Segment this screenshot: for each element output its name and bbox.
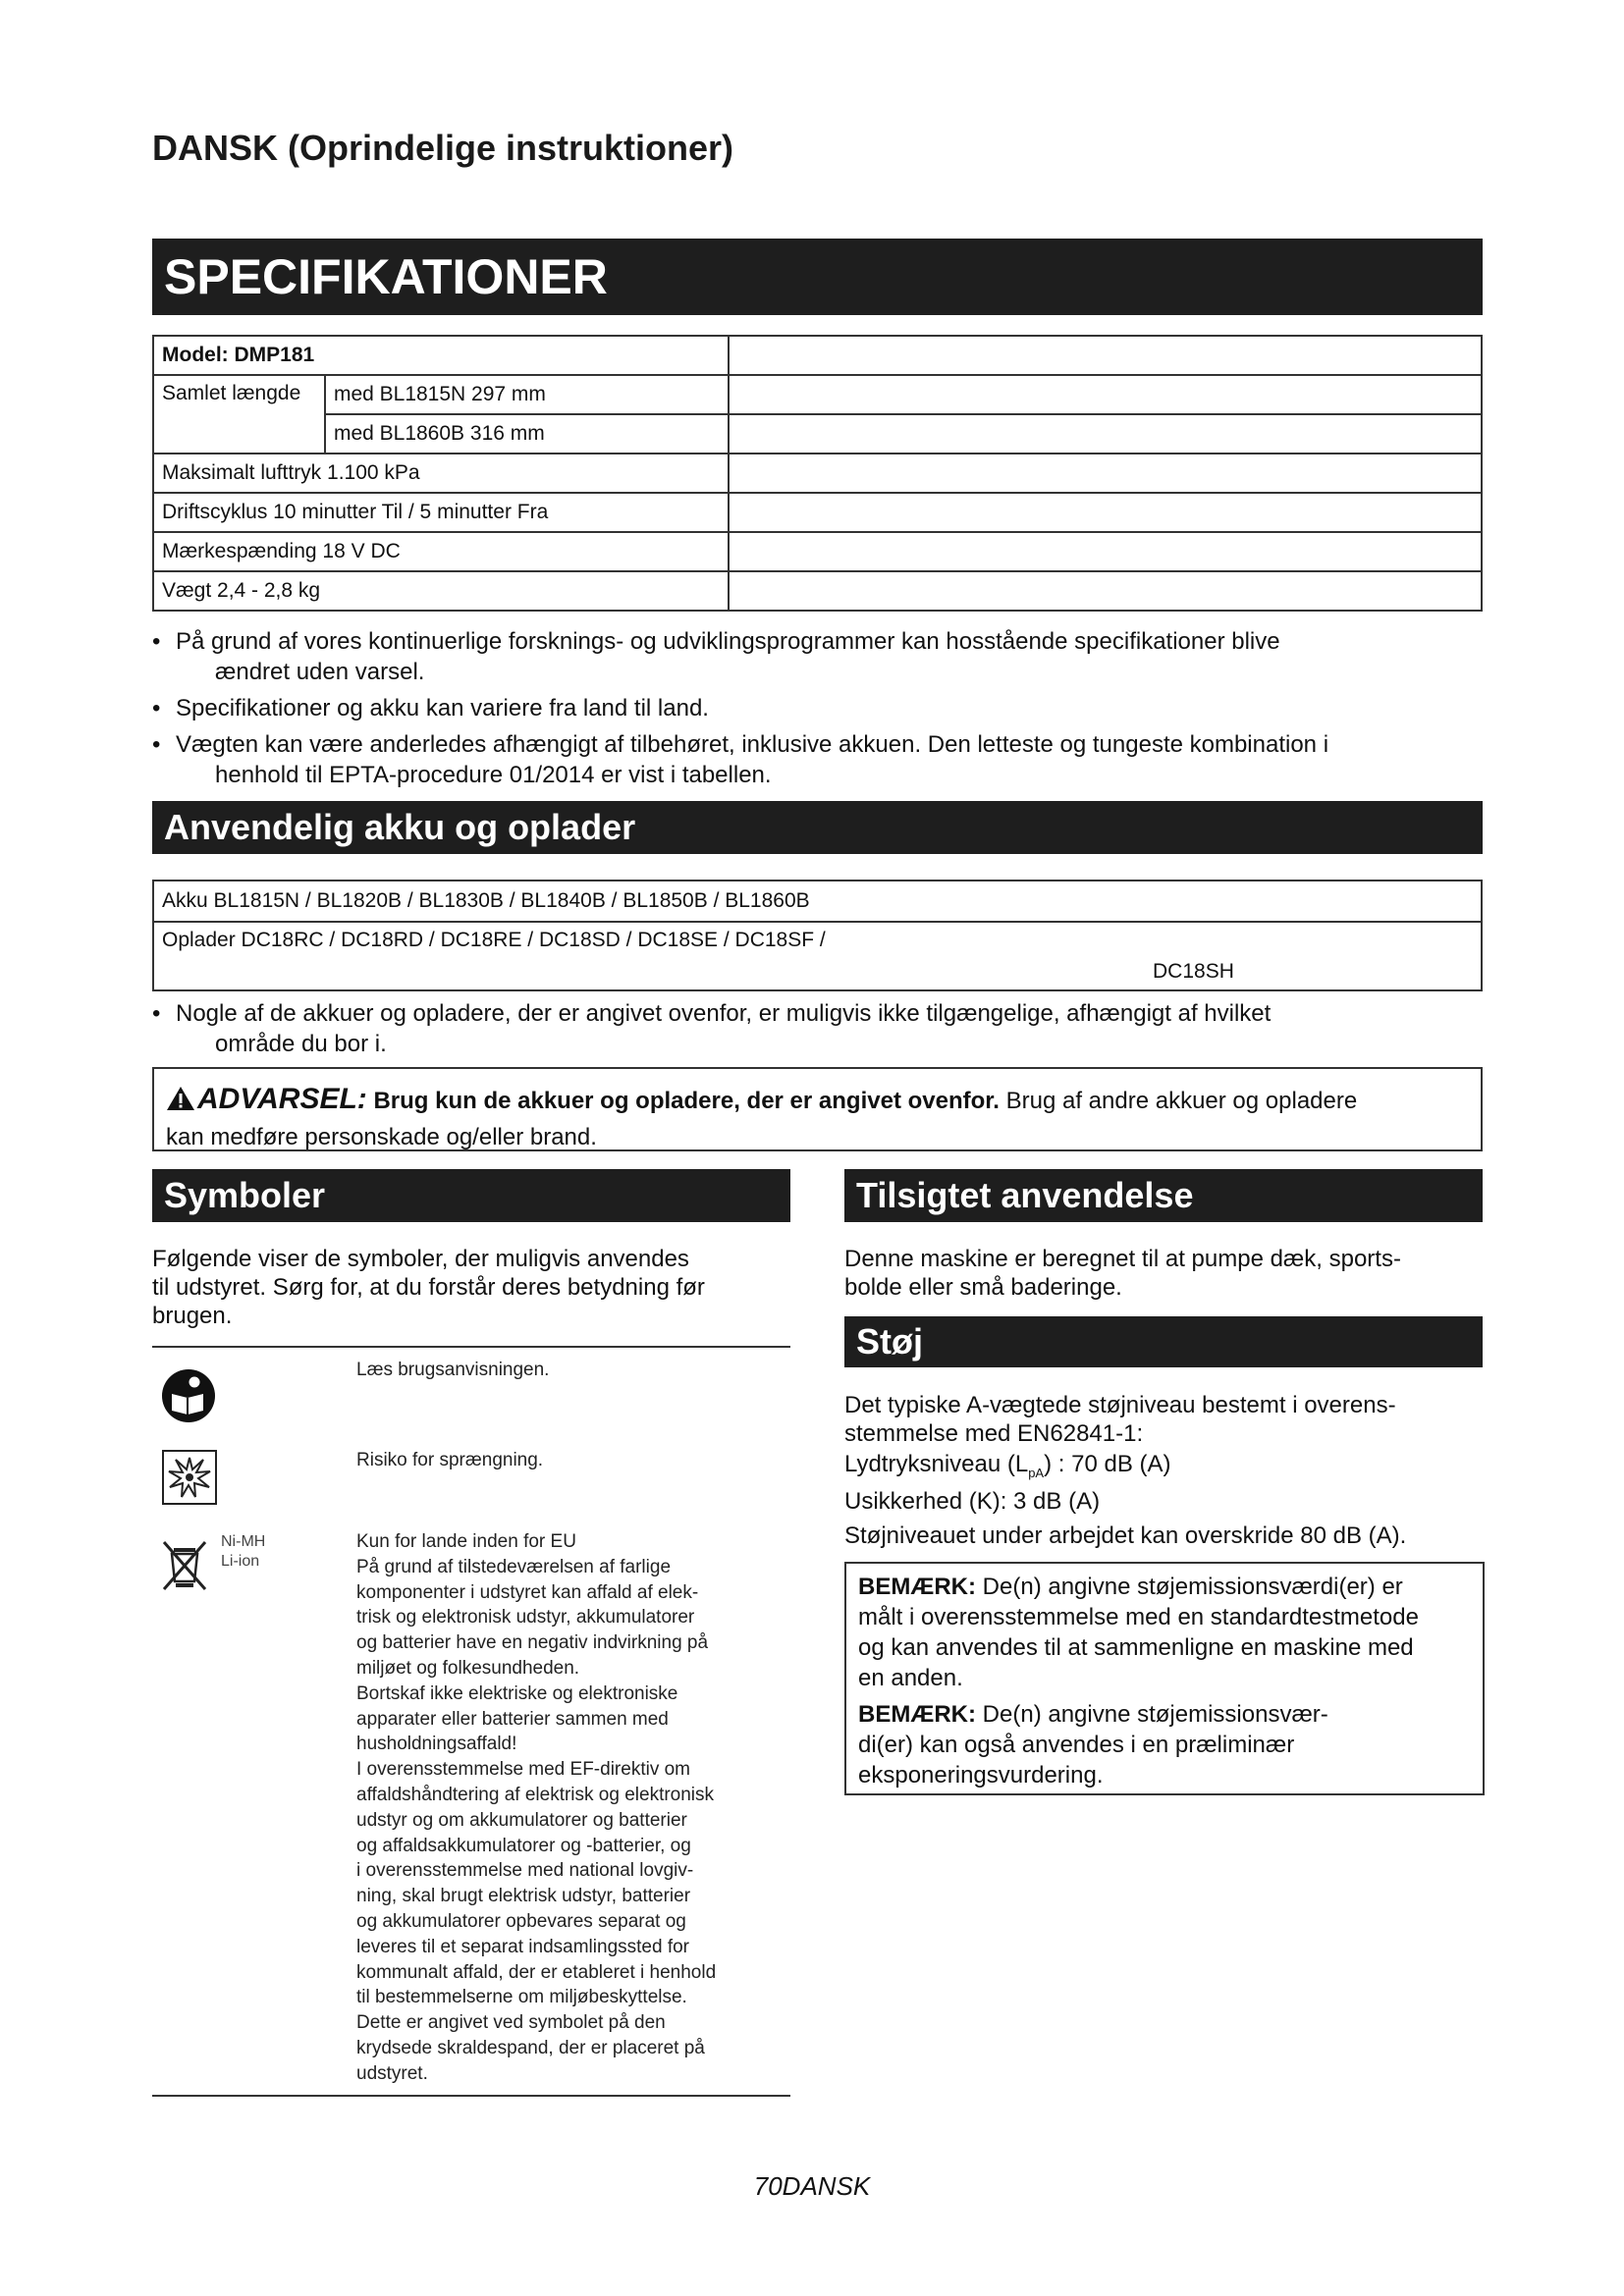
weight-cell: Vægt 2,4 - 2,8 kg [153, 571, 729, 611]
note-line: De(n) angivne støjemissionsværdi(er) er [976, 1574, 1403, 1600]
table-row [153, 375, 1482, 414]
voltage-cell: Mærkespænding 18 V DC [153, 532, 729, 571]
table-row [153, 922, 1482, 990]
sound-pressure-level [844, 1450, 1485, 1487]
noise-intro-line: stemmelse med EN62841-1: [844, 1420, 1144, 1447]
uncertainty-line: Usikkerhed (K): 3 dB (A) [844, 1487, 1101, 1515]
warning-bold-text: Brug kun de akkuer og opladere, der er angivet ovenfor. [373, 1088, 1000, 1114]
list-item [152, 693, 1488, 723]
empty-cell [729, 532, 1482, 571]
pressure-cell: Maksimalt lufttryk 1.100 kPa [153, 454, 729, 493]
table-row [153, 493, 1482, 532]
list-item [152, 998, 1488, 1059]
level-value: ) : 70 dB (A) [1044, 1451, 1171, 1477]
noise-notes-box [844, 1562, 1485, 1795]
read-manual-icon [160, 1367, 217, 1429]
intended-use-heading: Tilsigtet anvendelse [844, 1169, 1483, 1222]
symbol-row [152, 1524, 790, 2093]
weee-line: udstyret. [356, 2062, 428, 2084]
note-label: BEMÆRK: [858, 1701, 976, 1728]
weee-line: husholdningsaffald! [356, 1734, 517, 1755]
weee-line: og batterier have en negativ indvirkning på [356, 1632, 709, 1654]
note-text: Vægten kan være anderledes afhængigt af tilbehøret, inklusive akkuen. Den letteste og tungeste kombination i [176, 731, 1329, 758]
intended-line: bolde eller små baderinge. [844, 1274, 1122, 1301]
explosion-icon [162, 1450, 217, 1510]
intended-line: Denne maskine er beregnet til at pumpe dæk, sports- [844, 1246, 1401, 1272]
weee-line: komponenter i udstyret kan affald af elek- [356, 1581, 699, 1603]
warning-text: Brug af andre akkuer og opladere [999, 1088, 1358, 1114]
intro-line: Følgende viser de symboler, der muligvis anvendes [152, 1246, 689, 1272]
note-text: Nogle af de akkuer og opladere, der er angivet ovenfor, er muligvis ikke tilgængelige, afhængigt af hvilket [176, 1000, 1272, 1027]
battery-charger-heading: Anvendelig akku og oplader [152, 801, 1483, 854]
note-line: en anden. [858, 1665, 963, 1691]
weee-line: På grund af tilstedeværelsen af farlige [356, 1556, 672, 1577]
explosion-text: Risiko for sprængning. [356, 1450, 544, 1470]
note-1 [858, 1572, 1471, 1693]
weee-line: og akkumulatorer opbevares separat og [356, 1910, 686, 1932]
charger-list: Oplader DC18RC / DC18RD / DC18RE / DC18SD / DC18SE / DC18SF / [162, 929, 826, 951]
weee-line: kommunalt affald, der er etableret i henhold [356, 1961, 717, 1983]
level-subscript: pA [1028, 1465, 1045, 1480]
note-line: eksponeringsvurdering. [858, 1762, 1104, 1789]
table-row [153, 571, 1482, 611]
weee-line: trisk og elektronisk udstyr, akkumulatorer [356, 1607, 695, 1629]
duty-cycle-cell: Driftscyklus 10 minutter Til / 5 minutter Fra [153, 493, 729, 532]
table-row [153, 532, 1482, 571]
table-row [153, 881, 1482, 922]
noise-text [844, 1391, 1485, 1550]
battery-type-labels [221, 1532, 265, 1572]
length-label-cell: Samlet længde [153, 375, 325, 454]
note-text: På grund af vores kontinuerlige forsknings- og udviklingsprogrammer kan hosstående specifikationer blive [176, 628, 1280, 655]
crossed-bin-icon [160, 1538, 209, 1598]
page-footer: 70DANSK [753, 2171, 871, 2201]
weee-line: krydsede skraldespand, der er placeret på [356, 2037, 705, 2058]
empty-cell [729, 493, 1482, 532]
weee-line: i overensstemmelse med national lovgiv- [356, 1860, 694, 1882]
list-item [152, 626, 1488, 687]
length-value-1: med BL1815N 297 mm [325, 375, 729, 414]
table-row [153, 414, 1482, 454]
intro-line: til udstyret. Sørg for, at du forstår deres betydning før [152, 1274, 705, 1301]
weee-line: Dette er angivet ved symbolet på den [356, 2012, 666, 2034]
note-label: BEMÆRK: [858, 1574, 976, 1600]
level-label: Lydtryksniveau (L [844, 1451, 1029, 1477]
warning-text-cont: kan medføre personskade og/eller brand. [166, 1124, 597, 1150]
noise-intro-line: Det typiske A-vægtede støjniveau bestemt i overens- [844, 1392, 1396, 1418]
warning-label: ADVARSEL: [197, 1083, 367, 1115]
weee-line: Bortskaf ikke elektriske og elektroniske [356, 1682, 678, 1704]
intro-line: brugen. [152, 1303, 233, 1329]
weee-line: affaldshåndtering af elektrisk og elektronisk [356, 1784, 715, 1805]
model-cell: Model: DMP181 [153, 336, 729, 375]
weee-line: apparater eller batterier sammen med [356, 1708, 669, 1730]
specifications-notes [152, 626, 1488, 796]
weee-line: og affaldsakkumulatorer og -batterier, og [356, 1835, 691, 1856]
table-row [153, 454, 1482, 493]
empty-cell [729, 414, 1482, 454]
symbol-row [152, 1348, 790, 1436]
charger-list-cont: DC18SH [1153, 960, 1234, 983]
note-text-cont: ændret uden varsel. [215, 659, 425, 685]
symbols-heading: Symboler [152, 1169, 790, 1222]
note-line: De(n) angivne støjemissionsvær- [976, 1701, 1328, 1728]
weee-line: miljøet og folkesundheden. [356, 1657, 580, 1679]
empty-cell [729, 375, 1482, 414]
symbols-intro [152, 1245, 790, 1330]
weee-line: I overensstemmelse med EF-direktiv om [356, 1759, 690, 1781]
weee-text [356, 1529, 716, 2087]
page-language-title: DANSK (Oprindelige instruktioner) [152, 128, 734, 168]
intended-use-text [844, 1245, 1485, 1302]
liion-label: Li-ion [221, 1553, 260, 1570]
note-2 [858, 1699, 1471, 1790]
note-text-cont: område du bor i. [215, 1031, 387, 1057]
weee-line: til bestemmelserne om miljøbeskyttelse. [356, 1987, 687, 2008]
table-row [153, 336, 1482, 375]
empty-cell [729, 336, 1482, 375]
note-text: Specifikationer og akku kan variere fra land til land. [176, 695, 709, 721]
noise-heading: Støj [844, 1316, 1483, 1367]
battery-table [152, 880, 1483, 991]
battery-cell: Akku BL1815N / BL1820B / BL1830B / BL1840B / BL1850B / BL1860B [153, 881, 1482, 922]
note-line: og kan anvendes til at sammenligne en maskine med [858, 1634, 1414, 1661]
weee-line: leveres til et separat indsamlingssted for [356, 1936, 689, 1957]
symbols-table-bottom-rule [152, 2095, 790, 2097]
list-item [152, 729, 1488, 790]
symbol-row [152, 1436, 790, 1524]
warning-icon [166, 1086, 195, 1121]
weee-line: Kun for lande inden for EU [356, 1531, 576, 1552]
noise-exceed-line: Støjniveauet under arbejdet kan overskride 80 dB (A). [844, 1522, 1407, 1549]
note-text-cont: henhold til EPTA-procedure 01/2014 er vist i tabellen. [215, 762, 772, 788]
warning-box [152, 1067, 1483, 1151]
weee-line: udstyr og om akkumulatorer og batterier [356, 1809, 687, 1831]
weee-line: ning, skal brugt elektrisk udstyr, batterier [356, 1886, 691, 1907]
note-line: di(er) kan også anvendes i en præliminær [858, 1732, 1295, 1758]
charger-cell [153, 922, 1482, 990]
read-manual-text: Læs brugsanvisningen. [356, 1360, 550, 1380]
specifications-heading: SPECIFIKATIONER [152, 239, 1483, 315]
note-line: målt i overensstemmelse med en standardtestmetode [858, 1604, 1419, 1630]
length-value-2: med BL1860B 316 mm [325, 414, 729, 454]
nimh-label: Ni-MH [221, 1533, 266, 1550]
empty-cell [729, 454, 1482, 493]
empty-cell [729, 571, 1482, 611]
specifications-table [152, 335, 1483, 612]
battery-note [152, 998, 1488, 1065]
